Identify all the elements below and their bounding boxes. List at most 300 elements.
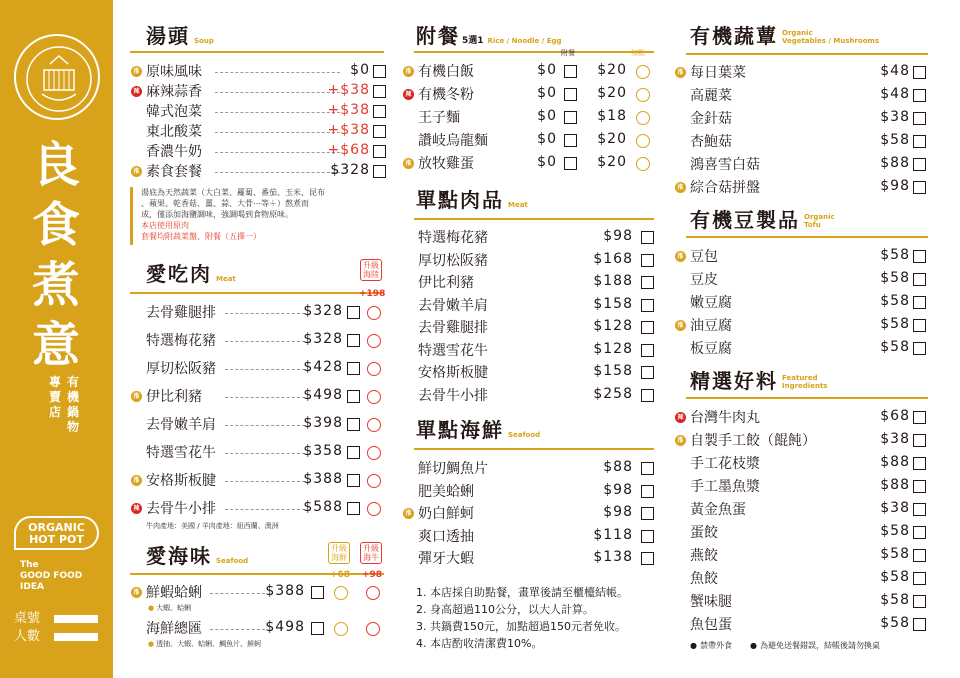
soup-title-text: 湯頭 <box>146 24 190 48</box>
menu-item-price: $58 <box>880 132 910 148</box>
section-rule <box>414 51 654 53</box>
featured-title-text: 精選好料 <box>690 369 778 393</box>
menu-item-name: 鮮切鯛魚片 <box>418 461 488 477</box>
menu-item-name: 特選梅花豬 <box>418 230 488 246</box>
brand-char: 食 <box>31 197 80 253</box>
brand-char: 煮 <box>31 257 80 313</box>
order-checkbox[interactable] <box>913 250 926 263</box>
upgrade-circle[interactable] <box>636 111 650 125</box>
order-checkbox[interactable] <box>564 134 577 147</box>
menu-item-price: $58 <box>880 523 910 539</box>
tofu-title-en: Organic Tofu <box>804 213 835 229</box>
order-checkbox[interactable] <box>913 158 926 171</box>
upgrade-seafood-label: 升級海鮮 <box>328 542 350 564</box>
badge-line: HOT POT <box>29 533 84 546</box>
menu-item-price: $138 <box>593 549 633 565</box>
menu-item-name: 蛋餃 <box>690 525 718 541</box>
leader-dots <box>225 341 305 342</box>
extra-price: $20 <box>597 62 627 78</box>
menu-item-name: 王子麵 <box>418 110 460 126</box>
menu-item-price: $88 <box>880 477 910 493</box>
featured-title-en: Featured Ingredients <box>782 374 828 390</box>
order-checkbox[interactable] <box>564 65 577 78</box>
menu-item-name: 放牧雞蛋 <box>418 156 474 172</box>
order-checkbox[interactable] <box>913 434 926 447</box>
upgrade-circle[interactable] <box>367 418 381 432</box>
menu-item-name: 燕餃 <box>690 548 718 564</box>
house-rule: 2. 身高超過110公分，以大人計算。 <box>416 603 594 616</box>
upgrade-circle[interactable] <box>366 622 380 636</box>
upgrade-circle[interactable] <box>636 157 650 171</box>
order-checkbox[interactable] <box>347 502 360 515</box>
order-checkbox[interactable] <box>641 462 654 475</box>
order-checkbox[interactable] <box>641 552 654 565</box>
menu-item-name: 魚餃 <box>690 571 718 587</box>
menu-item-price: $158 <box>593 295 633 312</box>
gfi-line: The <box>20 560 39 570</box>
sides-title-en: Rice / Noodle / Egg <box>487 37 562 45</box>
order-checkbox[interactable] <box>641 321 654 334</box>
a-la-carte-seafood-title <box>416 418 540 442</box>
order-checkbox[interactable] <box>347 390 360 403</box>
menu-item-name: 彈牙大蝦 <box>418 551 474 567</box>
menu-item-name: 伊比利豬 <box>418 275 474 291</box>
upgrade-circle[interactable] <box>636 88 650 102</box>
recommended-badge: 推 <box>675 251 686 262</box>
menu-item-name: 每日葉菜 <box>690 65 746 81</box>
menu-item-name: 去骨嫩羊肩 <box>418 297 488 314</box>
seafood-contents: ● 大蝦、蛤蜊 <box>148 603 191 613</box>
order-checkbox[interactable] <box>641 366 654 379</box>
menu-item-name: 去骨牛小排 <box>418 387 488 404</box>
leader-dots <box>225 313 305 314</box>
menu-item-price: $118 <box>593 526 633 543</box>
leader-dots <box>210 593 265 594</box>
spicy-badge: 辣 <box>131 86 142 97</box>
menu-item-name: 伊比利豬 <box>146 389 202 405</box>
a-la-carte-meat-title-text: 單點肉品 <box>416 188 504 212</box>
upgrade-beef-label: 升級海牛 <box>360 542 382 564</box>
tofu-title <box>690 208 835 232</box>
order-checkbox[interactable] <box>347 446 360 459</box>
menu-item-price: $98 <box>603 228 633 244</box>
menu-item-name: 手工花枝漿 <box>690 456 760 472</box>
menu-item-name: 特選雪花牛 <box>418 342 488 359</box>
upgrade-seafood-price: +68 <box>330 570 351 580</box>
order-checkbox[interactable] <box>913 342 926 355</box>
soup-title-en: Soup <box>194 37 214 45</box>
upgrade-circle[interactable] <box>367 474 381 488</box>
sides-title <box>416 24 562 48</box>
upgrade-circle[interactable] <box>366 586 380 600</box>
menu-item-name: 油豆腐 <box>690 318 732 334</box>
upgrade-circle[interactable] <box>367 334 381 348</box>
gfi-line: GOOD FOOD <box>20 571 83 581</box>
order-checkbox[interactable] <box>373 85 386 98</box>
menu-item-name: 奶白鮮蚵 <box>418 506 474 522</box>
menu-item-price: $98 <box>603 504 633 520</box>
order-checkbox[interactable] <box>564 157 577 170</box>
menu-item-name: 素食套餐 <box>146 164 202 180</box>
note-line-red: 本店使用原肉 <box>141 221 189 230</box>
menu-item-name: 綜合菇拼盤 <box>690 180 760 196</box>
leader-dots <box>215 92 340 93</box>
menu-item-name: 特選雪花牛 <box>146 445 216 461</box>
menu-item-price: $168 <box>593 250 633 267</box>
menu-item-price: $38 <box>880 431 910 447</box>
menu-item-price: $128 <box>593 340 633 357</box>
extra-price: $20 <box>597 85 627 101</box>
order-checkbox[interactable] <box>373 145 386 158</box>
organic-hotpot-badge <box>14 516 99 550</box>
order-checkbox[interactable] <box>347 474 360 487</box>
order-checkbox[interactable] <box>373 165 386 178</box>
menu-item-name: 嫩豆腐 <box>690 295 732 311</box>
menu-item-name: 東北酸菜 <box>146 124 202 140</box>
leader-dots <box>225 481 305 482</box>
menu-item-name: 去骨牛小排 <box>146 501 216 517</box>
house-rule: 3. 共鍋費150元，加點超過150元者免收。 <box>416 620 626 633</box>
menu-item-name: 有機白飯 <box>418 64 474 80</box>
order-checkbox[interactable] <box>641 507 654 520</box>
menu-item-price: $88 <box>880 454 910 470</box>
menu-item-name: 鮮蝦蛤蜊 <box>146 585 202 601</box>
order-checkbox[interactable] <box>641 485 654 498</box>
recommended-badge: 推 <box>131 166 142 177</box>
menu-item-price: $328 <box>303 303 343 319</box>
menu-item-price: $38 <box>880 109 910 125</box>
leader-dots <box>225 397 305 398</box>
menu-item-price: $58 <box>880 247 910 263</box>
menu-item-name: 手工墨魚漿 <box>690 479 760 495</box>
recommended-badge: 推 <box>675 320 686 331</box>
recommended-badge: 推 <box>131 66 142 77</box>
veg-title-en: Organic Vegetables / Mushrooms <box>782 29 879 45</box>
good-food-idea <box>20 560 82 593</box>
brand-char: 意 <box>31 317 80 373</box>
note-line: 成，僅添加海鹽調味，強調喝到食物原味。 <box>141 210 293 219</box>
order-checkbox[interactable] <box>641 299 654 312</box>
sides-title-text: 附餐 <box>416 24 460 48</box>
order-checkbox[interactable] <box>913 66 926 79</box>
extra-price: $18 <box>597 108 627 124</box>
menu-item-price: $328 <box>303 331 343 347</box>
recommended-badge: 推 <box>131 475 142 486</box>
order-checkbox[interactable] <box>913 273 926 286</box>
order-checkbox[interactable] <box>347 418 360 431</box>
menu-item-price: $88 <box>880 155 910 171</box>
menu-item-price: $58 <box>880 592 910 608</box>
leader-dots <box>225 425 305 426</box>
leader-dots <box>225 453 305 454</box>
menu-item-name: 台灣牛肉丸 <box>690 410 760 426</box>
table-people-label <box>14 610 44 646</box>
order-checkbox[interactable] <box>641 344 654 357</box>
organic-hotpot-logo <box>14 34 100 120</box>
order-checkbox[interactable] <box>913 89 926 102</box>
menu-item-name: 安格斯板腱 <box>418 365 488 381</box>
menu-item-price: $98 <box>603 481 633 498</box>
upgrade-circle[interactable] <box>367 390 381 404</box>
party-size-field[interactable] <box>54 633 98 641</box>
menu-item-price: $588 <box>303 499 343 515</box>
recommended-badge: 推 <box>131 587 142 598</box>
table-number-label: 桌號 <box>14 611 41 626</box>
leader-dots <box>210 629 265 630</box>
recommended-badge: 推 <box>131 391 142 402</box>
tagline-col: 專賣店 <box>48 375 61 419</box>
order-checkbox[interactable] <box>913 319 926 332</box>
recommended-badge: 推 <box>403 508 414 519</box>
recommended-badge: 推 <box>675 435 686 446</box>
leader-dots <box>215 72 340 73</box>
menu-item-price: $128 <box>593 318 633 334</box>
recommended-badge: 推 <box>403 66 414 77</box>
section-rule <box>130 292 384 294</box>
order-checkbox[interactable] <box>913 526 926 539</box>
menu-item-price: $188 <box>593 273 633 289</box>
menu-item-price: $0 <box>537 62 557 78</box>
menu-item-price: $328 <box>330 162 370 178</box>
meat-title <box>146 262 236 286</box>
footnote: ● 禁帶外食 <box>690 640 732 651</box>
tagline-col: 有機鍋物 <box>66 375 79 434</box>
menu-item-name: 高麗菜 <box>690 88 732 104</box>
upgrade-circle[interactable] <box>636 134 650 148</box>
upgrade-circle[interactable] <box>334 586 348 600</box>
menu-item-price: +$38 <box>327 82 370 98</box>
menu-item-name: 麻辣蒜香 <box>146 84 202 100</box>
order-checkbox[interactable] <box>641 254 654 267</box>
order-checkbox[interactable] <box>373 125 386 138</box>
menu-item-name: 香濃牛奶 <box>146 144 202 160</box>
menu-item-name: 去骨雞腿排 <box>146 305 216 321</box>
menu-item-price: $388 <box>303 471 343 487</box>
order-checkbox[interactable] <box>347 334 360 347</box>
menu-item-price: $158 <box>593 363 633 379</box>
seafood-title <box>146 544 248 568</box>
spicy-badge: 辣 <box>403 89 414 100</box>
menu-item-name: 韓式泡菜 <box>146 104 202 120</box>
order-checkbox[interactable] <box>913 135 926 148</box>
order-checkbox[interactable] <box>564 88 577 101</box>
order-checkbox[interactable] <box>373 65 386 78</box>
table-write-fields[interactable] <box>54 615 98 651</box>
menu-item-name: 去骨嫩羊肩 <box>146 417 216 433</box>
menu-item-name: 爽口透抽 <box>418 528 474 545</box>
leader-dots <box>215 172 340 173</box>
menu-item-price: $398 <box>303 415 343 431</box>
tofu-title-text: 有機豆製品 <box>690 208 800 232</box>
a-la-carte-seafood-title-text: 單點海鮮 <box>416 418 504 442</box>
order-checkbox[interactable] <box>913 503 926 516</box>
recommended-badge: 推 <box>403 158 414 169</box>
menu-item-name: 厚切松阪豬 <box>418 252 488 269</box>
veg-title-text: 有機蔬蕈 <box>690 24 778 48</box>
menu-item-price: $498 <box>265 619 305 635</box>
recommended-badge: 推 <box>675 182 686 193</box>
extra-price: $20 <box>597 154 627 170</box>
badge-line: ORGANIC <box>28 521 85 534</box>
soup-title <box>146 24 214 48</box>
menu-item-price: $0 <box>537 131 557 147</box>
menu-item-name: 有機冬粉 <box>418 87 474 103</box>
menu-item-name: 豆皮 <box>690 272 718 288</box>
menu-item-price: +$68 <box>327 142 370 158</box>
a-la-carte-meat-title <box>416 188 528 212</box>
meat-title-text: 愛吃肉 <box>146 262 212 286</box>
footnote: ● 為避免送餐錯誤，結帳後請勿換桌 <box>750 640 880 651</box>
order-checkbox[interactable] <box>913 112 926 125</box>
leader-dots <box>215 112 340 113</box>
order-checkbox[interactable] <box>913 595 926 608</box>
menu-item-price: $58 <box>880 316 910 332</box>
upgrade-surf-turf-price: +198 <box>359 289 386 299</box>
menu-item-name: 特選梅花豬 <box>146 333 216 349</box>
menu-item-price: $0 <box>537 108 557 124</box>
col-head-included: 附餐 <box>561 49 575 57</box>
order-checkbox[interactable] <box>913 181 926 194</box>
soup-note <box>130 187 383 245</box>
menu-item-price: $58 <box>880 546 910 562</box>
order-checkbox[interactable] <box>913 296 926 309</box>
seafood-title-text: 愛海味 <box>146 544 212 568</box>
a-la-carte-meat-title-en: Meat <box>508 201 528 209</box>
order-checkbox[interactable] <box>913 549 926 562</box>
order-checkbox[interactable] <box>913 572 926 585</box>
meat-origin-note: 牛肉產地：美國 / 羊肉產地：紐西蘭、澳洲 <box>146 522 279 530</box>
note-line: 、蘋果、乾香菇、薑、蒜、大骨⋯等＋）熬煮而 <box>141 199 309 208</box>
spicy-badge: 辣 <box>675 412 686 423</box>
leader-dots <box>225 509 305 510</box>
extra-price: $20 <box>597 131 627 147</box>
menu-item-name: 海鮮總匯 <box>146 621 202 637</box>
brand-sidebar <box>0 0 113 678</box>
order-checkbox[interactable] <box>311 622 324 635</box>
upgrade-beef-price: +98 <box>362 570 383 580</box>
upgrade-circle[interactable] <box>636 65 650 79</box>
section-rule <box>414 218 654 220</box>
upgrade-circle[interactable] <box>367 502 381 516</box>
upgrade-circle[interactable] <box>367 306 381 320</box>
featured-title <box>690 369 827 393</box>
menu-item-price: $38 <box>880 500 910 516</box>
menu-item-name: 豆包 <box>690 249 718 265</box>
recommended-badge: 推 <box>675 67 686 78</box>
menu-item-price: $88 <box>603 459 633 475</box>
gfi-line: IDEA <box>20 582 44 592</box>
menu-item-price: $98 <box>880 178 910 194</box>
menu-item-price: $358 <box>303 443 343 459</box>
menu-item-name: 讚岐烏龍麵 <box>418 133 488 149</box>
upgrade-surf-turf-label: 升級海陸 <box>360 259 382 281</box>
order-checkbox[interactable] <box>641 276 654 289</box>
menu-item-price: $48 <box>880 63 910 79</box>
menu-item-price: $58 <box>880 615 910 631</box>
order-checkbox[interactable] <box>347 362 360 375</box>
col-head-extra: 加點 <box>631 49 645 57</box>
party-size-label: 人數 <box>14 629 41 644</box>
menu-item-price: $258 <box>593 385 633 402</box>
menu-item-price: $58 <box>880 569 910 585</box>
order-checkbox[interactable] <box>641 231 654 244</box>
order-checkbox[interactable] <box>641 389 654 402</box>
meat-title-en: Meat <box>216 275 236 283</box>
note-line: 湯底為天然蔬菜（大白菜、蘿蔔、番茄、玉米、昆布 <box>141 188 325 197</box>
order-checkbox[interactable] <box>311 586 324 599</box>
menu-item-price: $0 <box>350 62 370 78</box>
menu-item-price: $48 <box>880 86 910 102</box>
menu-item-price: $498 <box>303 387 343 403</box>
house-rules <box>416 584 628 652</box>
note-line-red: 套餐均附蔬菜盤、附餐（五擇一） <box>141 232 261 241</box>
seafood-title-en: Seafood <box>216 557 249 565</box>
shop-tagline <box>40 375 80 435</box>
order-checkbox[interactable] <box>913 457 926 470</box>
upgrade-circle[interactable] <box>367 362 381 376</box>
order-checkbox[interactable] <box>913 411 926 424</box>
section-rule <box>686 397 928 399</box>
menu-item-name: 去骨雞腿排 <box>418 320 488 336</box>
upgrade-circle[interactable] <box>367 446 381 460</box>
menu-item-price: $58 <box>880 270 910 286</box>
menu-item-price: $58 <box>880 339 910 355</box>
section-rule <box>130 51 384 53</box>
seafood-contents: ● 透抽、大蝦、蛤蜊、鯛魚片、鮮蚵 <box>148 639 261 649</box>
menu-item-name: 鴻喜雪白菇 <box>690 157 760 173</box>
menu-item-name: 魚包蛋 <box>690 617 732 633</box>
leader-dots <box>225 369 305 370</box>
menu-item-name: 杏鮑菇 <box>690 134 732 150</box>
menu-item-name: 蟹味腿 <box>690 594 732 610</box>
sides-title-sub: 5選1 <box>462 36 484 46</box>
section-rule <box>686 236 928 238</box>
order-checkbox[interactable] <box>641 530 654 543</box>
menu-item-price: +$38 <box>327 122 370 138</box>
house-rule: 4. 本店酌收清潔費10%。 <box>416 637 543 650</box>
spicy-badge: 辣 <box>131 503 142 514</box>
leader-dots <box>215 152 340 153</box>
upgrade-circle[interactable] <box>334 622 348 636</box>
order-checkbox[interactable] <box>913 618 926 631</box>
section-rule <box>414 448 654 450</box>
menu-item-price: $68 <box>880 408 910 424</box>
menu-item-name: 板豆腐 <box>690 341 732 357</box>
brand-name <box>26 135 86 375</box>
menu-item-name: 黃金魚蛋 <box>690 502 746 518</box>
menu-item-name: 自製手工餃（餛飩） <box>690 433 816 449</box>
menu-item-price: $428 <box>303 359 343 375</box>
a-la-carte-seafood-title-en: Seafood <box>508 431 541 439</box>
leader-dots <box>215 132 340 133</box>
menu-item-name: 肥美蛤蜊 <box>418 483 474 500</box>
menu-item-price: $58 <box>880 293 910 309</box>
house-rule: 1. 本店採自助點餐，畫單後請至櫃檯結帳。 <box>416 586 628 599</box>
table-number-field[interactable] <box>54 615 98 623</box>
menu-item-price: $388 <box>265 583 305 599</box>
menu-item-price: $0 <box>537 154 557 170</box>
footnotes <box>690 640 880 651</box>
veg-title <box>690 24 879 48</box>
order-checkbox[interactable] <box>913 480 926 493</box>
menu-item-name: 金針菇 <box>690 111 732 127</box>
section-rule <box>686 53 928 55</box>
order-checkbox[interactable] <box>373 105 386 118</box>
order-checkbox[interactable] <box>347 306 360 319</box>
menu-item-name: 安格斯板腱 <box>146 473 216 489</box>
order-checkbox[interactable] <box>564 111 577 124</box>
menu-item-price: +$38 <box>327 102 370 118</box>
